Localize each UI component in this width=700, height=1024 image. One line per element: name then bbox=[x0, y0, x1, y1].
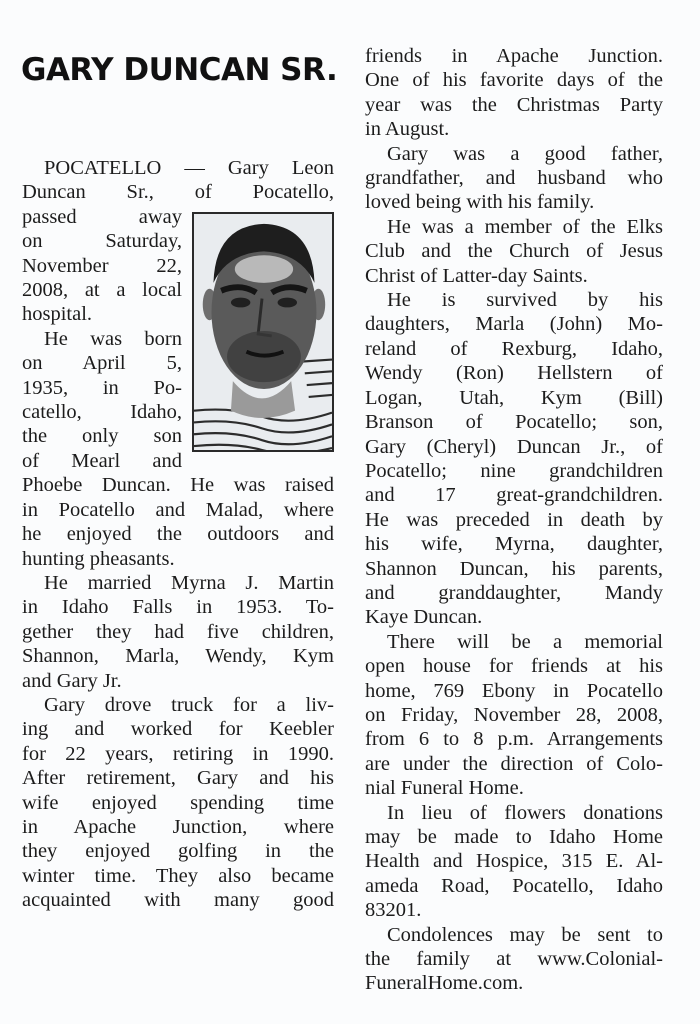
paragraph-marriage bbox=[22, 571, 334, 693]
text-line: in August. bbox=[365, 118, 450, 141]
text-line: ing and worked for Keebler bbox=[22, 718, 334, 741]
text-line: Shannon, Marla, Wendy, Kym bbox=[22, 645, 334, 668]
text-line: are under the direction of Colo- bbox=[365, 752, 663, 775]
text-line: may be made to Idaho Home bbox=[365, 826, 663, 848]
text-line: gether they had five children, bbox=[22, 620, 334, 643]
text-line: Gary drove truck for a liv- bbox=[44, 693, 334, 716]
text-line: on Saturday, bbox=[22, 230, 182, 253]
text-line: from 6 to 8 p.m. Arrangements bbox=[365, 728, 663, 751]
text-line: catello, Idaho, bbox=[22, 401, 182, 424]
text-line: winter time. They also became bbox=[22, 864, 334, 887]
text-line: Condolences may be sent to bbox=[387, 923, 663, 946]
text-line: the only son bbox=[22, 425, 182, 448]
paragraph-memorial bbox=[365, 630, 663, 801]
text-line: He married Myrna J. Martin bbox=[44, 571, 334, 594]
text-line: daughters, Marla (John) Mo- bbox=[365, 313, 663, 336]
text-line: acquainted with many good bbox=[22, 889, 334, 912]
paragraph-condolences bbox=[365, 923, 663, 996]
paragraph-memberships bbox=[365, 215, 663, 288]
text-line: Health and Hospice, 315 E. Al- bbox=[365, 850, 663, 873]
text-line: his wife, Myrna, daughter, bbox=[365, 533, 663, 556]
text-line: Christ of Latter-day Saints. bbox=[365, 264, 588, 287]
text-line: Club and the Church of Jesus bbox=[365, 240, 663, 263]
text-line: Kaye Duncan. bbox=[365, 606, 483, 629]
left-column bbox=[22, 156, 334, 913]
text-line: and 17 great-grandchildren. bbox=[365, 484, 663, 507]
text-line: 2008, at a local bbox=[22, 279, 182, 302]
text-line: they enjoyed golfing in the bbox=[22, 840, 334, 863]
text-line: nial Funeral Home. bbox=[365, 777, 524, 800]
text-line: hospital. bbox=[22, 303, 93, 326]
text-line: Phoebe Duncan. He was raised bbox=[22, 474, 334, 497]
text-line: In lieu of flowers donations bbox=[387, 801, 663, 824]
paragraph-family-man bbox=[365, 142, 663, 215]
text-line: Shannon Duncan, his parents, bbox=[365, 557, 663, 580]
paragraph-survivors bbox=[365, 288, 663, 630]
text-line: Wendy (Ron) Hellstern of bbox=[365, 362, 663, 385]
paragraph-donations bbox=[365, 801, 663, 923]
text-line: on Friday, November 28, 2008, bbox=[365, 703, 663, 726]
right-column bbox=[365, 44, 663, 996]
paragraph-career bbox=[22, 693, 334, 913]
text-line: home, 769 Ebony in Pocatello bbox=[365, 679, 663, 702]
text-line: he enjoyed the outdoors and bbox=[22, 523, 334, 546]
text-line: and Gary Jr. bbox=[22, 669, 122, 692]
text-line: passed away bbox=[22, 205, 182, 228]
text-line: 1935, in Po- bbox=[22, 376, 182, 399]
text-line: of Mearl and bbox=[22, 449, 182, 472]
text-line: He was preceded in death by bbox=[365, 508, 663, 531]
text-line: He was a member of the Elks bbox=[387, 215, 663, 238]
text-line: open house for friends at his bbox=[365, 655, 663, 678]
portrait-icon bbox=[194, 214, 332, 450]
text-line: 83201. bbox=[365, 899, 422, 922]
text-line: One of his favorite days of the bbox=[365, 69, 663, 92]
condolences-url-text: FuneralHome.com. bbox=[365, 972, 524, 995]
text-line: Logan, Utah, Kym (Bill) bbox=[365, 386, 663, 409]
text-line: and granddaughter, Mandy bbox=[365, 581, 663, 604]
text-line: Duncan Sr., of Pocatello, bbox=[22, 181, 334, 204]
text-line: grandfather, and husband who bbox=[365, 167, 663, 190]
text-line: loved being with his family. bbox=[365, 191, 595, 214]
text-line: ameda Road, Pocatello, Idaho bbox=[365, 874, 663, 897]
text-line: There will be a memorial bbox=[387, 630, 663, 653]
text-line: wife enjoyed spending time bbox=[22, 791, 334, 814]
text-line: He is survived by his bbox=[387, 289, 663, 312]
text-line: in Pocatello and Malad, where bbox=[22, 498, 334, 521]
text-line: Pocatello; nine grandchildren bbox=[365, 459, 663, 482]
text-line: November 22, bbox=[22, 254, 182, 277]
text-line: the family at www.Colonial- bbox=[365, 948, 663, 971]
text-line: hunting pheasants. bbox=[22, 547, 175, 570]
text-line: on April 5, bbox=[22, 352, 182, 375]
text-line: in Idaho Falls in 1953. To- bbox=[22, 596, 334, 619]
paragraph-career-cont bbox=[365, 44, 663, 142]
text-line: After retirement, Gary and his bbox=[22, 767, 334, 790]
text-line: Gary (Cheryl) Duncan Jr., of bbox=[365, 435, 663, 458]
text-line: He was born bbox=[44, 327, 182, 350]
text-line: friends in Apache Junction. bbox=[365, 45, 663, 67]
text-line: year was the Christmas Party bbox=[365, 93, 663, 116]
paragraph-death-notice bbox=[22, 156, 334, 205]
text-line: in Apache Junction, where bbox=[22, 815, 334, 838]
text-line: POCATELLO — Gary Leon bbox=[44, 157, 334, 179]
text-line: for 22 years, retiring in 1990. bbox=[22, 742, 334, 765]
text-line: Branson of Pocatello; son, bbox=[365, 411, 663, 434]
text-line: reland of Rexburg, Idaho, bbox=[365, 337, 663, 360]
obituary-headline: GARY DUNCAN SR. bbox=[21, 52, 338, 88]
portrait-photo bbox=[192, 212, 334, 452]
text-line: Gary was a good father, bbox=[387, 142, 663, 165]
